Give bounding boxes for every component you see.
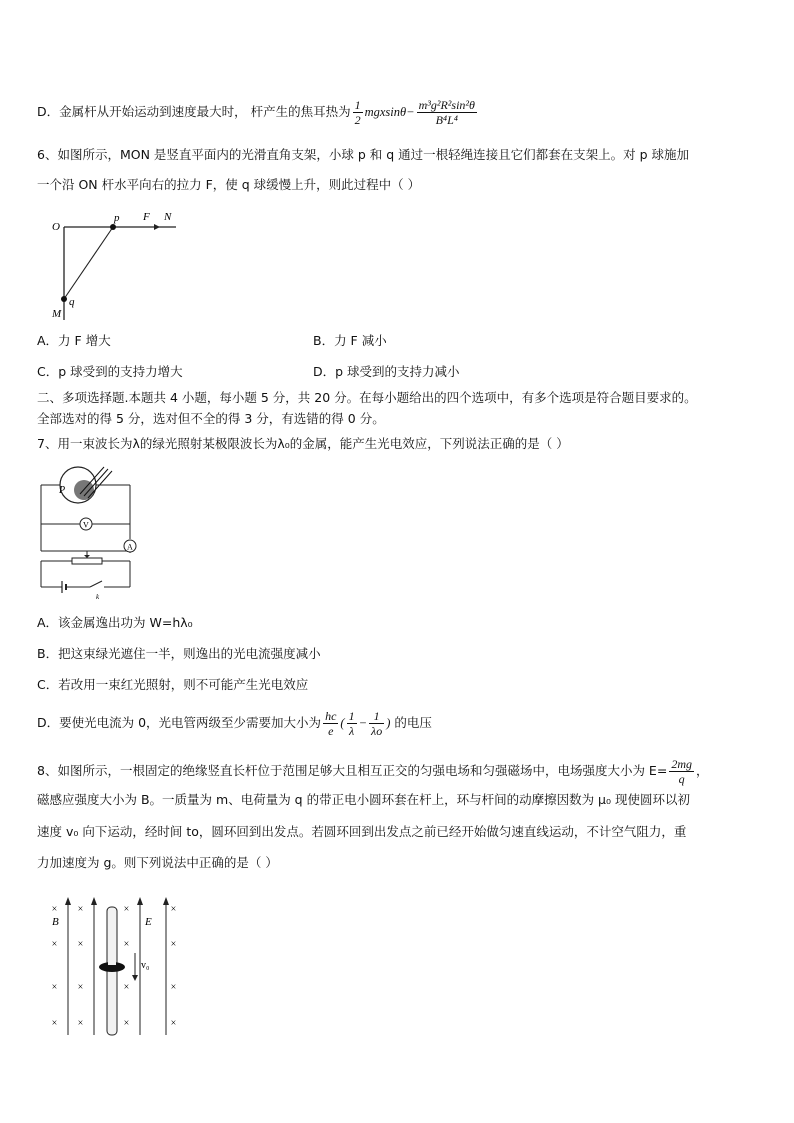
label-a: A	[127, 542, 133, 552]
cross-icon: ×	[77, 982, 84, 993]
label-v0: v₀	[141, 960, 150, 971]
q7-option-d: D．要使光电流为 0，光电管两级至少需要加大小为 $\frac{hc}{e}$ ( $\frac{1}{\lambda}$ − $\frac{1}{\lambda o}$ ) 的电压	[37, 709, 432, 738]
label-e: E	[145, 916, 152, 928]
frac-den: λ	[347, 723, 357, 738]
q7-optd-frac-1-lambda0	[369, 709, 384, 738]
q8-efield-frac	[669, 757, 694, 786]
cross-icon: ×	[123, 1018, 130, 1029]
q8-line1	[37, 757, 709, 786]
q7-option-a: A．该金属逸出功为 W=hλ₀	[37, 615, 193, 630]
frac-den: 2	[354, 113, 361, 127]
ball-p	[110, 224, 116, 230]
cross-icon: ×	[51, 904, 58, 915]
ball-q	[61, 296, 67, 302]
frac-den: B⁴L⁴	[417, 112, 477, 127]
velocity-arrow-icon	[132, 975, 138, 981]
q8-line1-text: 8、如图所示，一根固定的绝缘竖直长杆位于范围足够大且相互正交的匀强电场和匀强磁场中，电场强度大小为 E=	[37, 763, 668, 778]
q7-optd-suffix: 的电压	[394, 715, 432, 730]
q8-line1-suffix: ，	[695, 763, 709, 778]
label-k: k	[96, 593, 100, 601]
field-arrow-icon	[163, 897, 169, 905]
label-o: O	[52, 221, 60, 233]
cross-icon: ×	[77, 904, 84, 915]
q7-optd-frac-1-lambda	[347, 709, 357, 738]
cross-icon: ×	[170, 1018, 177, 1029]
field-arrow-icon	[91, 897, 97, 905]
cross-icon: ×	[51, 982, 58, 993]
cross-icon: ×	[51, 1018, 58, 1029]
q6-option-a: A．力 F 增大	[37, 333, 111, 348]
force-arrow-icon	[154, 224, 160, 230]
label-b: B	[52, 916, 59, 928]
q8-line3: 速度 v₀ 向下运动，经时间 to，圆环回到出发点。若圆环回到出发点之前已经开始做匀速直线运动，不计空气阻力，重	[37, 824, 687, 839]
frac-num: m³g²R²sin²θ	[418, 98, 475, 112]
section2-line2: 全部选对的得 5 分，选对但不全的得 3 分，有选错的得 0 分。	[37, 411, 385, 426]
minus-sign: −	[406, 105, 415, 119]
cross-icon: ×	[77, 939, 84, 950]
label-p: P	[59, 485, 66, 496]
cross-icon: ×	[51, 939, 58, 950]
q5-optd-term: mgxsinθ	[364, 105, 407, 119]
q8-line4: 力加速度为 g。则下列说法中正确的是（ ）	[37, 855, 278, 870]
frac-den: e	[323, 723, 338, 738]
q8-field-figure	[45, 895, 195, 1040]
q6-stem-line1: 6、如图所示，MON 是竖直平面内的光滑直角支架，小球 p 和 q 通过一根轻绳连接且它们都套在支架上。对 p 球施加	[37, 147, 690, 162]
cross-icon: ×	[170, 982, 177, 993]
q5-optd-frac-joule	[417, 98, 477, 127]
field-arrow-icon	[65, 897, 71, 905]
q7-optd-frac-hc-e	[323, 709, 338, 738]
frac-num: hc	[325, 709, 337, 723]
q7-option-b: B．把这束绿光遮住一半，则逸出的光电流强度减小	[37, 646, 321, 661]
cross-icon: ×	[170, 939, 177, 950]
q5-option-d	[37, 98, 479, 127]
label-v: V	[83, 520, 89, 530]
q7-optd-text: D．要使光电流为 0，光电管两级至少需要加大小为	[37, 715, 322, 730]
label-f: F	[143, 211, 150, 223]
frac-num: 2mg	[671, 757, 692, 771]
q7-option-c: C．若改用一束红光照射，则不可能产生光电效应	[37, 677, 309, 692]
q6-stem-line2: 一个沿 ON 杆水平向右的拉力 F，使 q 球缓慢上升，则此过程中（ ）	[37, 177, 421, 192]
label-n: N	[164, 211, 172, 223]
label-q: q	[69, 296, 75, 308]
q6-option-b: B．力 F 减小	[313, 333, 387, 348]
cross-icon: ×	[123, 904, 130, 915]
rod-front	[108, 961, 116, 965]
frac-num: 1	[354, 98, 361, 112]
q7-stem: 7、用一束波长为λ的绿光照射某极限波长为λ₀的金属，能产生光电效应，下列说法正确的是（ ）	[37, 436, 569, 451]
frac-den: q	[669, 771, 694, 786]
frac-num: 1	[373, 709, 380, 723]
label-p: p	[114, 212, 120, 224]
q6-figure	[40, 205, 190, 325]
q5-optd-frac-half	[353, 98, 363, 127]
field-arrow-icon	[137, 897, 143, 905]
q5-optd-text: D．金属杆从开始运动到速度最大时， 杆产生的焦耳热为	[37, 104, 351, 119]
q6-option-c: C．p 球受到的支持力增大	[37, 364, 183, 379]
cross-icon: ×	[123, 982, 130, 993]
frac-num: 1	[348, 709, 355, 723]
label-m: M	[52, 308, 62, 320]
cross-icon: ×	[77, 1018, 84, 1029]
section2-line1: 二、多项选择题.本题共 4 小题，每小题 5 分，共 20 分。在每小题给出的四个选项中，有多个选项是符合题目要求的。	[37, 390, 697, 405]
rope	[64, 227, 113, 299]
cross-icon: ×	[170, 904, 177, 915]
frac-den: λo	[371, 724, 383, 738]
q7-circuit-figure	[38, 462, 143, 602]
rheostat-icon	[72, 558, 102, 564]
switch-icon	[90, 581, 102, 587]
q8-line2: 磁感应强度大小为 B。一质量为 m、电荷量为 q 的带正电小圆环套在杆上，环与杆间的动摩擦因数为 μ₀ 现使圆环以初	[37, 792, 690, 807]
q6-option-d: D．p 球受到的支持力减小	[313, 364, 460, 379]
cross-icon: ×	[123, 939, 130, 950]
